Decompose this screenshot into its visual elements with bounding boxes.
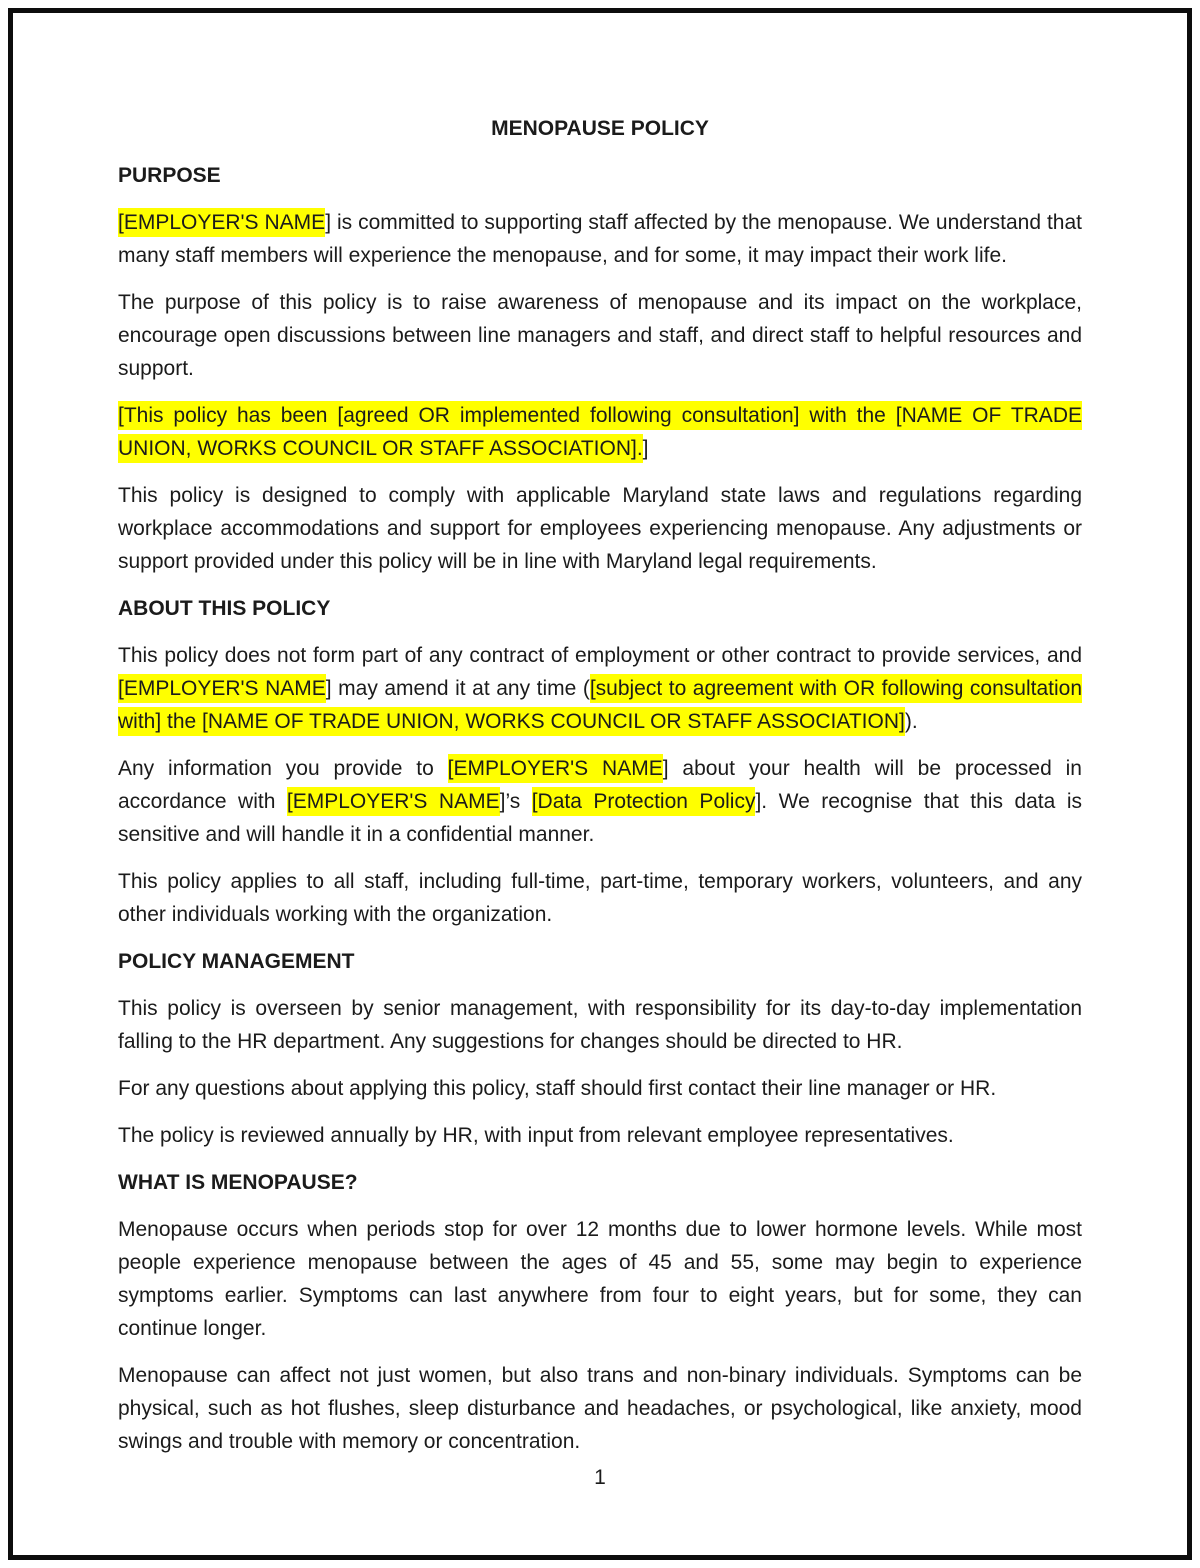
paragraph [118, 1119, 1082, 1152]
text-run: ). [904, 710, 918, 733]
paragraph [118, 865, 1082, 931]
text-run: This policy does not form part of any contract of employment or other contract to provide services, and [118, 644, 1082, 667]
paragraph [118, 399, 1082, 465]
section-heading [118, 159, 1082, 192]
highlighted-text: [This policy has been [agreed OR implemented following consultation] with the [NAME OF TRADE UNION, WORKS COUNCIL OR STAFF ASSOCIATION]. [118, 401, 1082, 463]
paragraph [118, 479, 1082, 578]
text-run: Menopause can affect not just women, but also trans and non-binary individuals. Symptoms can be physical, such as hot flushes, sleep disturbance and headaches, or psychological, like anxiety, mood swings and trouble with memory or concentration. [118, 1364, 1082, 1453]
highlighted-text: [EMPLOYER'S NAME [287, 787, 500, 816]
highlighted-text: [Data Protection Policy [532, 787, 756, 816]
paragraph [118, 1213, 1082, 1345]
text-run: This policy is overseen by senior management, with responsibility for its day-to-day implementation falling to the HR department. Any suggestions for changes should be directed to HR. [118, 997, 1082, 1053]
text-run: ] is committed to supporting staff affected by the menopause. We understand that many staff members will experience the menopause, and for some, it may impact their work life. [118, 211, 1082, 267]
paragraph [118, 206, 1082, 272]
section-heading [118, 1166, 1082, 1199]
text-run: Menopause occurs when periods stop for over 12 months due to lower hormone levels. While most people experience menopause between the ages of 45 and 55, some may begin to experience symptoms earlier. Symptoms can last anywhere from four to eight years, but for some, they can continue longer. [118, 1218, 1082, 1340]
document-title [118, 112, 1082, 145]
text-run: The purpose of this policy is to raise awareness of menopause and its impact on the workplace, encourage open discussions between line managers and staff, and direct staff to helpful resources and support. [118, 291, 1082, 380]
text-run: ] about your health will be processed in accordance with [118, 757, 1082, 813]
text-run: This policy is designed to comply with applicable Maryland state laws and regulations regarding workplace accommodations and support for employees experiencing menopause. Any adjustments or support provided under this policy will be in line with Maryland legal requirements. [118, 484, 1082, 573]
highlighted-text: [EMPLOYER'S NAME [118, 674, 326, 703]
text-run: Any information you provide to [118, 757, 448, 780]
paragraph [118, 286, 1082, 385]
page-number: 1 [594, 1466, 606, 1489]
paragraph [118, 639, 1082, 738]
text-run: This policy applies to all staff, including full-time, part-time, temporary workers, volunteers, and any other individuals working with the organization. [118, 870, 1082, 926]
paragraph [118, 1072, 1082, 1105]
text-run: ] may amend it at any time ( [325, 677, 590, 700]
section-heading [118, 945, 1082, 978]
document-body [118, 112, 1082, 1472]
text-run: ] [642, 437, 649, 460]
text-run: PURPOSE [118, 164, 221, 187]
text-run: ]. We recognise that this data is sensitive and will handle it in a confidential manner. [118, 790, 1082, 846]
text-run: MENOPAUSE POLICY [491, 117, 709, 140]
paragraph [118, 752, 1082, 851]
section-heading [118, 592, 1082, 625]
highlighted-text: [EMPLOYER'S NAME [118, 208, 325, 237]
text-run: ABOUT THIS POLICY [118, 597, 331, 620]
highlighted-text: [subject to agreement with OR following consultation with] the [NAME OF TRADE UNION, WORKS COUNCIL OR STAFF ASSOCIATION] [118, 674, 1082, 736]
text-run: POLICY MANAGEMENT [118, 950, 355, 973]
highlighted-text: [EMPLOYER'S NAME [448, 754, 663, 783]
paragraph [118, 1359, 1082, 1458]
text-run: ]’s [499, 790, 532, 813]
text-run: The policy is reviewed annually by HR, with input from relevant employee representatives. [118, 1124, 954, 1147]
paragraph [118, 992, 1082, 1058]
text-run: For any questions about applying this policy, staff should first contact their line manager or HR. [118, 1077, 997, 1100]
text-run: WHAT IS MENOPAUSE? [118, 1171, 358, 1194]
